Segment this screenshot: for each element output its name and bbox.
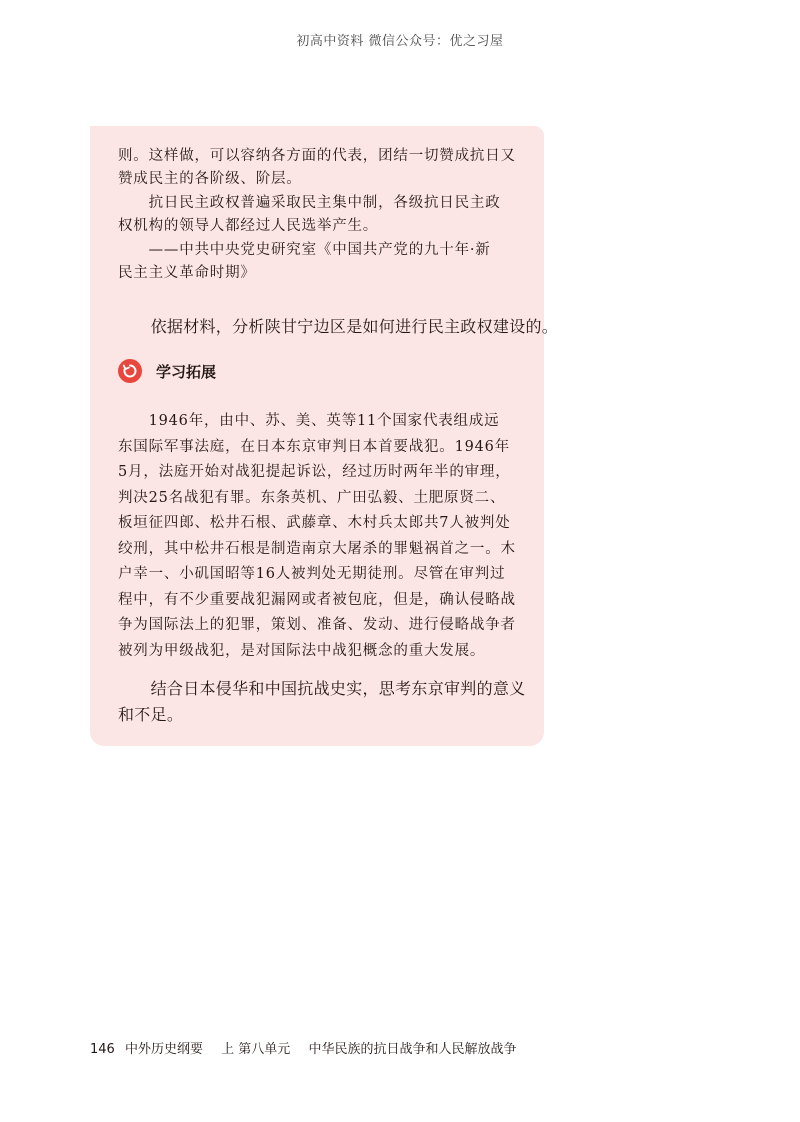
extension-line: 争为国际法上的犯罪，策划、准备、发动、进行侵略战争者: [118, 617, 516, 633]
circular-arrow-icon: [118, 359, 142, 383]
quote-line: 赞成民主的各阶级、阶层。: [118, 171, 302, 187]
page-number: 146: [90, 1042, 115, 1057]
quote-line: 则。这样做，可以容纳各方面的代表，团结一切赞成抗日又: [118, 148, 516, 164]
extension-line: 被列为甲级战犯，是对国际法中战犯概念的重大发展。: [118, 643, 486, 659]
extension-line: 判决25名战犯有罪。东条英机、广田弘毅、土肥原贤二、: [118, 490, 506, 506]
extension-line: 5月，法庭开始对战犯提起诉讼，经过历时两年半的审理，: [118, 464, 511, 480]
extension-line: 东国际军事法庭，在日本东京审判日本首要战犯。1946年: [118, 439, 510, 455]
unit-label: 第八单元: [238, 1042, 291, 1057]
unit-title: 中华民族的抗日战争和人民解放战争: [308, 1042, 517, 1057]
extension-question: 和不足。: [118, 705, 184, 724]
extension-line: 绞刑，其中松井石根是制造南京大屠杀的罪魁祸首之一。木: [118, 541, 516, 557]
extension-line: 户幸一、小矶国昭等16人被判处无期徒刑。尽管在审判过: [118, 566, 506, 582]
question-text: 依据材料，分析陕甘宁边区是如何进行民主政权建设的。: [118, 317, 559, 336]
extension-line: 程中，有不少重要战犯漏网或者被包庇，但是，确认侵略战: [118, 592, 516, 608]
quote-source: 民主主义革命时期》: [118, 265, 256, 281]
extension-line: 1946年，由中、苏、美、英等11个国家代表组成远: [118, 413, 500, 429]
book-title: 中外历史纲要: [124, 1042, 203, 1057]
quote-line: 抗日民主政权普遍采取民主集中制，各级抗日民主政: [118, 195, 501, 211]
volume-label: 上: [221, 1042, 235, 1057]
extension-heading: [118, 358, 216, 384]
quote-line: 权机构的领导人都经过人民选举产生。: [118, 218, 379, 234]
extension-line: 板垣征四郎、松井石根、武藤章、木村兵太郎共7人被判处: [118, 515, 511, 531]
extension-title: 学习拓展: [156, 362, 217, 381]
extension-question: 结合日本侵华和中国抗战史实，思考东京审判的意义: [118, 679, 526, 698]
page-header-watermark: 初高中资料 微信公众号：优之习屋: [296, 34, 504, 49]
page-footer: [90, 1038, 516, 1057]
quote-source: ——中共中央党史研究室《中国共产党的九十年·新: [118, 242, 491, 258]
